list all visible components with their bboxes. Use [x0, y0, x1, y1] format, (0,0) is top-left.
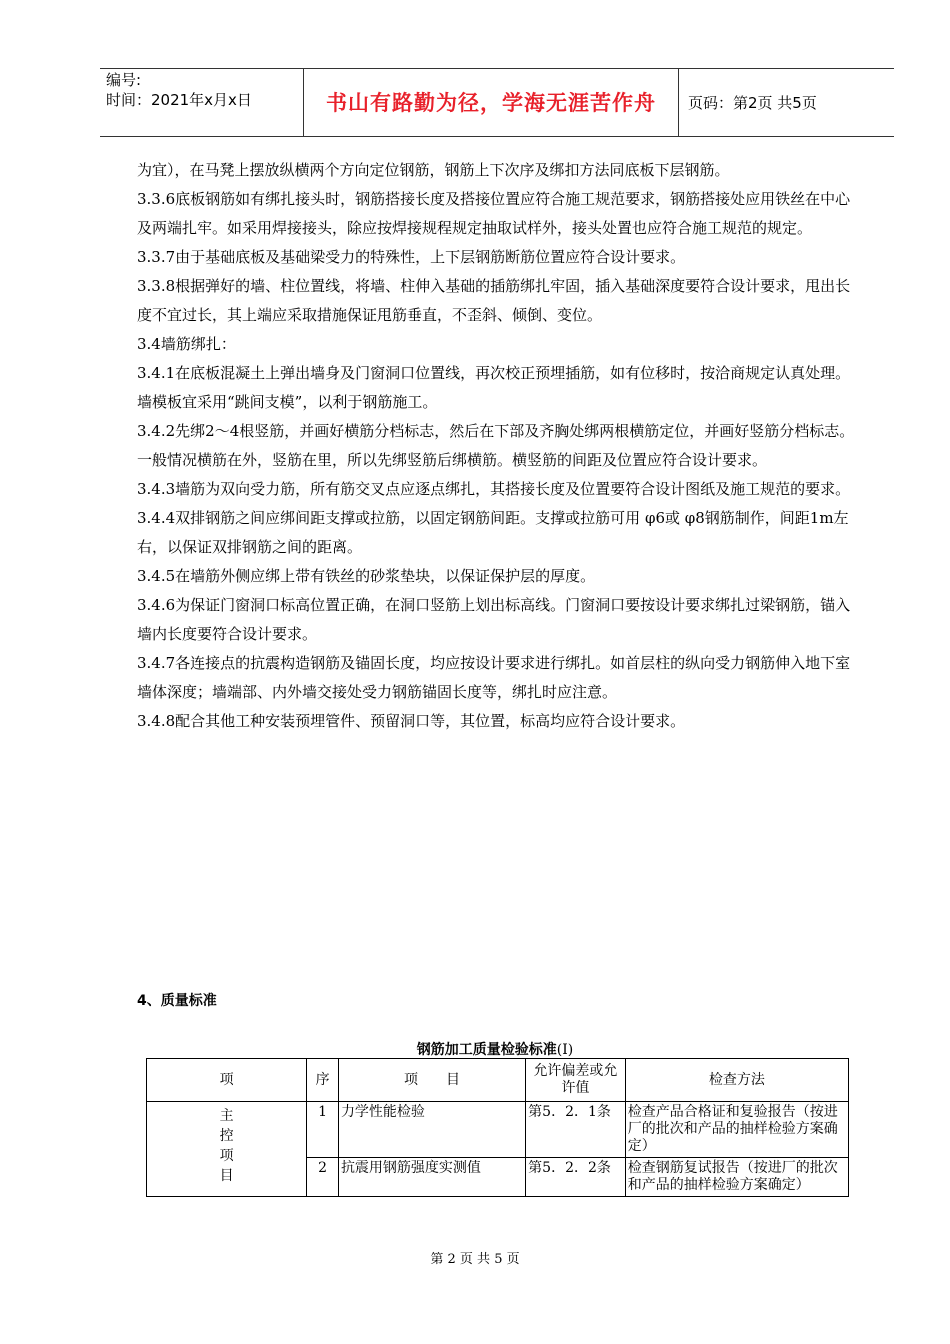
row-tolerance: 第5．2．1条 [526, 1102, 626, 1158]
paragraph: 为宜），在马凳上摆放纵横两个方向定位钢筋，钢筋上下次序及绑扣方法同底板下层钢筋。 [137, 161, 730, 179]
paragraph: 3.4.1在底板混凝土上弹出墙身及门窗洞口位置线，再次校正预埋插筋，如有位移时，按洽商规定认真处理。墙模板宜采用“跳间支模”，以利于钢筋施工。 [137, 364, 851, 411]
paragraph: 3.4.4双排钢筋之间应绑间距支撑或拉筋，以固定钢筋间距。支撑或拉筋可用 φ6或 φ8钢筋制作，间距1m左右，以保证双排钢筋之间的距离。 [137, 509, 849, 556]
table-title-text: 钢筋加工质量检验标准 [416, 1042, 557, 1058]
row-method: 检查钢筋复试报告（按进厂的批次和产品的抽样检验方案确定） [625, 1158, 848, 1197]
doc-time-label: 时间：2021年x月x日 [106, 91, 252, 109]
paragraph: 3.4.2先绑2～4根竖筋，并画好横筋分档标志，然后在下部及齐胸处绑两根横筋定位，并画好竖筋分档标志。一般情况横筋在外，竖筋在里，所以先绑竖筋后绑横筋。横竖筋的间距及位置应符合设计要求。 [137, 422, 855, 469]
header-project: 项 目 [338, 1059, 525, 1102]
doc-number-label: 编号: [106, 71, 142, 89]
paragraph: 3.4.5在墙筋外侧应绑上带有铁丝的砂浆垫块，以保证保护层的厚度。 [137, 567, 596, 585]
table-title [0, 1039, 950, 1059]
row-method: 检查产品合格证和复验报告（按进厂的批次和产品的抽样检验方案确定） [625, 1102, 848, 1158]
header-method: 检查方法 [625, 1059, 848, 1102]
paragraph: 3.4墙筋绑扎： [137, 335, 236, 353]
paragraph: 3.3.7由于基础底板及基础梁受力的特殊性，上下层钢筋断筋位置应符合设计要求。 [137, 248, 686, 266]
table-title-suffix: (I) [556, 1042, 574, 1058]
page-footer: 第 2 页 共 5 页 [430, 1252, 520, 1267]
header-meta [106, 70, 252, 110]
paragraph: 3.4.7各连接点的抗震构造钢筋及锚固长度，均应按设计要求进行绑扎。如首层柱的纵向受力钢筋伸入地下室墙体深度；墙端部、内外墙交接处受力钢筋锚固长度等，绑扎时应注意。 [137, 654, 851, 701]
header-tolerance: 允许偏差或允许值 [526, 1059, 626, 1102]
row-project: 抗震用钢筋强度实测值 [338, 1158, 525, 1197]
row-project: 力学性能检验 [338, 1102, 525, 1158]
section-heading: 4、质量标准 [137, 993, 217, 1009]
paragraph: 3.3.8根据弹好的墙、柱位置线，将墙、柱伸入基础的插筋绑扎牢固，插入基础深度要符合设计要求，甩出长度不宜过长，其上端应采取措施保证甩筋垂直，不歪斜、倾倒、变位。 [137, 277, 851, 324]
header-divider-right [678, 68, 679, 136]
paragraph: 3.4.3墙筋为双向受力筋，所有筋交叉点应逐点绑扎，其搭接长度及位置要符合设计图纸及施工规范的要求。 [137, 480, 851, 498]
quality-standard-table [146, 1058, 849, 1197]
header-motto: 书山有路勤为径，学海无涯苦作舟 [326, 91, 656, 115]
document-body [137, 156, 863, 736]
header-bottom-rule [100, 136, 894, 137]
header-seq: 序 [307, 1059, 339, 1102]
header-divider-left [303, 68, 304, 136]
paragraph: 3.4.6为保证门窗洞口标高位置正确，在洞口竖筋上划出标高线。门窗洞口要按设计要求绑扎过梁钢筋，锚入墙内长度要符合设计要求。 [137, 596, 851, 643]
row-seq: 2 [307, 1158, 339, 1197]
header-item: 项 [147, 1059, 307, 1102]
table-row [147, 1102, 849, 1158]
group-label: 主 控 项 目 [147, 1102, 307, 1197]
row-seq: 1 [307, 1102, 339, 1158]
table-header-row [147, 1059, 849, 1102]
paragraph: 3.3.6底板钢筋如有绑扎接头时，钢筋搭接长度及搭接位置应符合施工规范要求，钢筋搭接处应用铁丝在中心及两端扎牢。如采用焊接接头，除应按焊接规程规定抽取试样外，接头处置也应符合施工规范的规定。 [137, 190, 851, 237]
header-page-label: 页码：第2页 共5页 [688, 94, 817, 112]
row-tolerance: 第5．2．2条 [526, 1158, 626, 1197]
paragraph: 3.4.8配合其他工种安装预埋管件、预留洞口等，其位置，标高均应符合设计要求。 [137, 712, 686, 730]
